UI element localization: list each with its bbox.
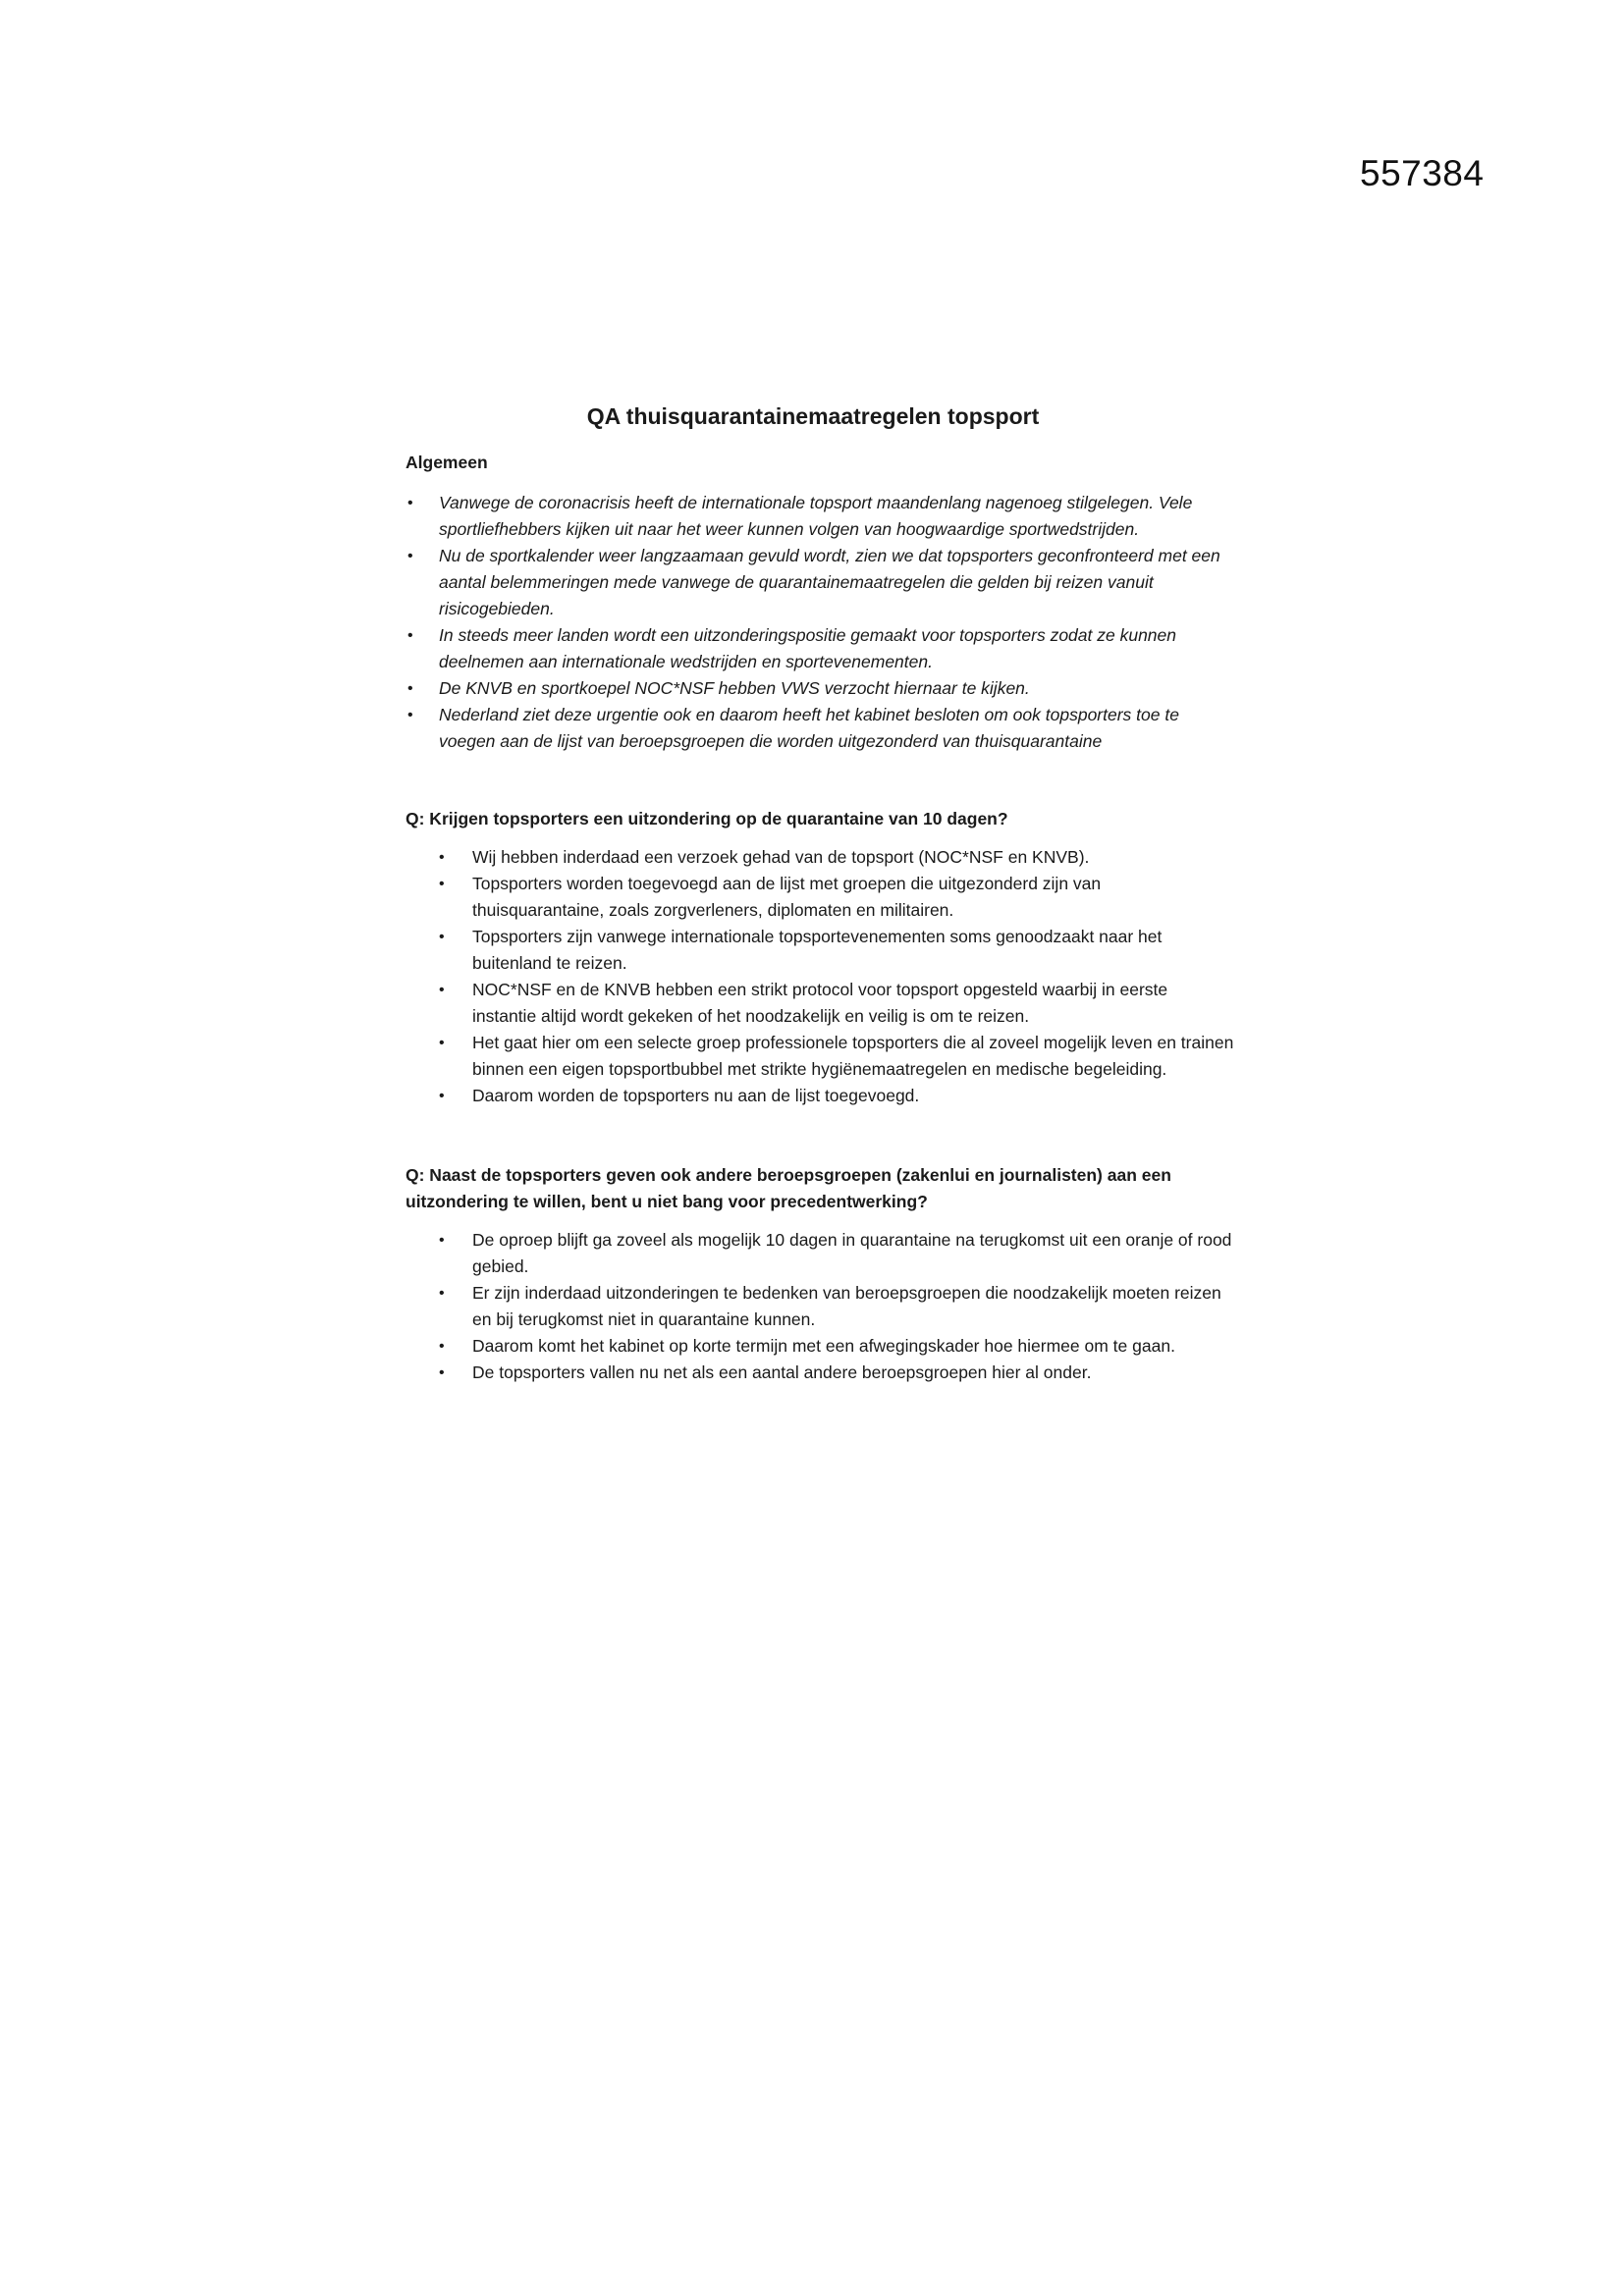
bullet-icon: •	[407, 548, 413, 564]
list-item	[406, 977, 1235, 1030]
list-item	[406, 1280, 1235, 1333]
list-item-text: Het gaat hier om een selecte groep professionele topsporters die al zoveel mogelijk leven en trainen binnen een eigen topsportbubbel met strikte hygiënemaatregelen en medische begeleiding.	[472, 1033, 1234, 1079]
list-item-text: Er zijn inderdaad uitzonderingen te bedenken van beroepsgroepen die noodzakelijk moeten reizen en bij terugkomst niet in quarantaine kunnen.	[472, 1283, 1221, 1329]
list-item	[406, 702, 1235, 755]
list-item-text: In steeds meer landen wordt een uitzonderingspositie gemaakt voor topsporters zodat ze kunnen deelnemen aan internationale wedstrijden en sportevenementen.	[439, 625, 1177, 671]
list-item	[406, 543, 1235, 622]
page-title: QA thuisquarantainemaatregelen topsport	[586, 403, 1040, 429]
bullet-icon: •	[439, 1364, 445, 1381]
list-item-text: Vanwege de coronacrisis heeft de internationale topsport maandenlang nagenoeg stilgelegen. Vele sportliefhebbers kijken uit naar het weer kunnen volgen van hoogwaardige sportwedstrijden.	[439, 493, 1193, 539]
document-id: 557384	[1360, 153, 1485, 193]
list-item-text: Topsporters worden toegevoegd aan de lijst met groepen die uitgezonderd zijn van thuisquarantaine, zoals zorgverleners, diplomaten en militairen.	[472, 874, 1102, 920]
list-item	[406, 844, 1235, 871]
question-heading-2: Q: Naast de topsporters geven ook andere beroepsgroepen (zakenlui en journalisten) aan een uitzondering te willen, bent u niet bang voor precedentwerking?	[406, 1165, 1171, 1211]
list-item-text: Daarom worden de topsporters nu aan de lijst toegevoegd.	[472, 1086, 920, 1105]
list-item	[406, 1333, 1235, 1360]
document-body	[406, 450, 1235, 1386]
algemeen-list	[406, 490, 1235, 755]
list-item	[406, 871, 1235, 924]
list-item-text: Topsporters zijn vanwege internationale topsportevenementen soms genoodzaakt naar het buitenland te reizen.	[472, 927, 1163, 973]
list-item-text: Nederland ziet deze urgentie ook en daarom heeft het kabinet besloten om ook topsporters toe te voegen aan de lijst van beroepsgroepen die worden uitgezonderd van thuisquarantaine	[439, 705, 1179, 751]
bullet-icon: •	[439, 849, 445, 866]
answer-list-1	[406, 844, 1235, 1109]
list-item-text: Daarom komt het kabinet op korte termijn met een afwegingskader hoe hiermee om te gaan.	[472, 1336, 1175, 1356]
list-item	[406, 924, 1235, 977]
list-item	[406, 1083, 1235, 1109]
answer-list-2	[406, 1227, 1235, 1386]
list-item-text: De KNVB en sportkoepel NOC*NSF hebben VWS verzocht hiernaar te kijken.	[439, 678, 1030, 698]
question-heading-1: Q: Krijgen topsporters een uitzondering op de quarantaine van 10 dagen?	[406, 809, 1008, 828]
bullet-icon: •	[407, 627, 413, 644]
list-item	[406, 622, 1235, 675]
bullet-icon: •	[407, 495, 413, 511]
list-item	[406, 1030, 1235, 1083]
bullet-icon: •	[439, 1232, 445, 1249]
bullet-icon: •	[439, 982, 445, 998]
list-item	[406, 675, 1235, 702]
list-item	[406, 1360, 1235, 1386]
list-item-text: Wij hebben inderdaad een verzoek gehad van de topsport (NOC*NSF en KNVB).	[472, 847, 1090, 867]
list-item	[406, 1227, 1235, 1280]
list-item-text: NOC*NSF en de KNVB hebben een strikt protocol voor topsport opgesteld waarbij in eerste instantie altijd wordt gekeken of het noodzakelijk en veilig is om te reizen.	[472, 980, 1168, 1026]
list-item-text: Nu de sportkalender weer langzaamaan gevuld wordt, zien we dat topsporters geconfronteerd met een aantal belemmeringen mede vanwege de quarantainemaatregelen die gelden bij reizen vanuit risicogebieden.	[439, 546, 1220, 618]
bullet-icon: •	[439, 876, 445, 892]
section-heading-algemeen: Algemeen	[406, 453, 488, 472]
list-item-text: De topsporters vallen nu net als een aantal andere beroepsgroepen hier al onder.	[472, 1362, 1092, 1382]
bullet-icon: •	[407, 680, 413, 697]
bullet-icon: •	[439, 1285, 445, 1302]
bullet-icon: •	[439, 1338, 445, 1355]
bullet-icon: •	[439, 929, 445, 945]
list-item-text: De oproep blijft ga zoveel als mogelijk 10 dagen in quarantaine na terugkomst uit een oranje of rood gebied.	[472, 1230, 1232, 1276]
bullet-icon: •	[439, 1088, 445, 1104]
bullet-icon: •	[407, 707, 413, 723]
list-item	[406, 490, 1235, 543]
bullet-icon: •	[439, 1035, 445, 1051]
